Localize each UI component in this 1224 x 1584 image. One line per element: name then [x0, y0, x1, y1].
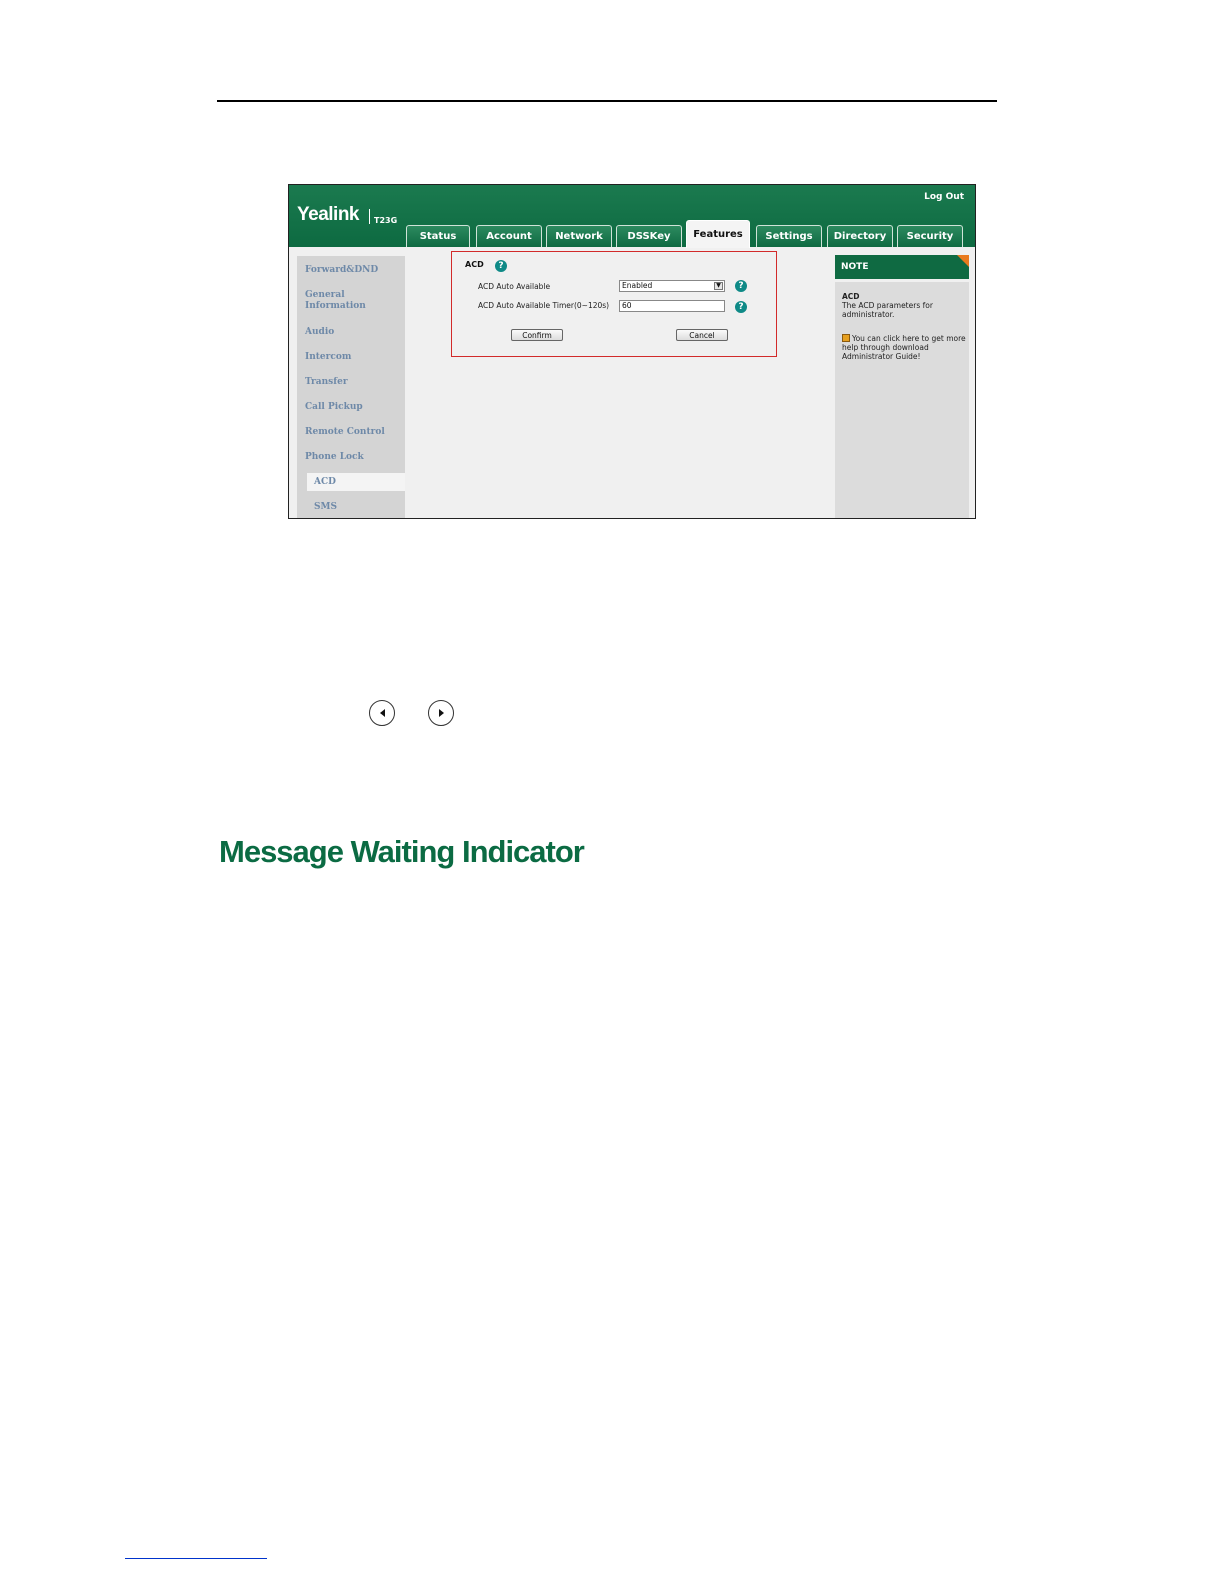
sidebar-item-audio[interactable]: Audio: [305, 327, 335, 337]
timer-help-icon[interactable]: ?: [735, 301, 747, 313]
logo-separator: [369, 209, 370, 224]
sidebar-item-transfer[interactable]: Transfer: [305, 377, 348, 387]
tab-settings[interactable]: Settings: [756, 225, 822, 247]
tab-features[interactable]: Features: [686, 220, 750, 248]
sidebar-item-forward-dnd[interactable]: Forward&DND: [305, 265, 379, 275]
acd-timer-value: 60: [622, 301, 632, 310]
acd-section-title: ACD: [465, 260, 484, 269]
tab-directory[interactable]: Directory: [827, 225, 893, 247]
tab-dsskey[interactable]: DSSKey: [616, 225, 682, 247]
sidebar-item-phone-lock[interactable]: Phone Lock: [305, 452, 364, 462]
sidebar-item-call-pickup[interactable]: Call Pickup: [305, 402, 363, 412]
note-description: The ACD parameters for administrator.: [842, 301, 933, 319]
sidebar-item-sms[interactable]: SMS: [314, 502, 337, 512]
right-navigation-key-icon: [428, 700, 454, 726]
acd-auto-available-value: Enabled: [622, 281, 653, 290]
acd-auto-available-select[interactable]: [619, 280, 725, 292]
tab-security[interactable]: Security: [897, 225, 963, 247]
note-corner-icon: [957, 255, 969, 267]
book-icon: [842, 334, 850, 342]
yealink-logo: Yealink: [297, 204, 359, 225]
chevron-down-icon[interactable]: ▼: [714, 282, 723, 290]
header-bar: [289, 185, 975, 247]
cancel-button[interactable]: Cancel: [676, 329, 728, 341]
note-help-link[interactable]: [842, 334, 966, 361]
tab-network[interactable]: Network: [546, 225, 612, 247]
note-help-text: You can click here to get more help through download Administrator Guide!: [842, 334, 966, 361]
footnote-rule: [125, 1558, 267, 1559]
section-heading: Message Waiting Indicator: [219, 834, 584, 869]
sidebar-item-general-information[interactable]: General Information: [305, 290, 366, 311]
web-ui-screenshot: [288, 184, 976, 519]
acd-help-icon[interactable]: ?: [495, 260, 507, 272]
left-navigation-key-icon: [369, 700, 395, 726]
note-heading: ACD: [842, 292, 860, 301]
logout-link[interactable]: Log Out: [924, 192, 964, 202]
acd-timer-input[interactable]: [619, 300, 725, 312]
auto-available-help-icon[interactable]: ?: [735, 280, 747, 292]
sidebar-item-remote-control[interactable]: Remote Control: [305, 427, 385, 437]
tab-account[interactable]: Account: [476, 225, 542, 247]
sidebar-item-intercom[interactable]: Intercom: [305, 352, 352, 362]
model-label: T23G: [374, 216, 398, 225]
acd-timer-label: ACD Auto Available Timer(0~120s): [478, 301, 610, 310]
acd-auto-available-label: ACD Auto Available: [478, 282, 551, 291]
note-title: NOTE: [835, 255, 969, 279]
sidebar-item-acd[interactable]: ACD: [314, 477, 336, 487]
tab-status[interactable]: Status: [406, 225, 470, 247]
page-top-rule: [217, 100, 997, 102]
confirm-button[interactable]: Confirm: [511, 329, 563, 341]
